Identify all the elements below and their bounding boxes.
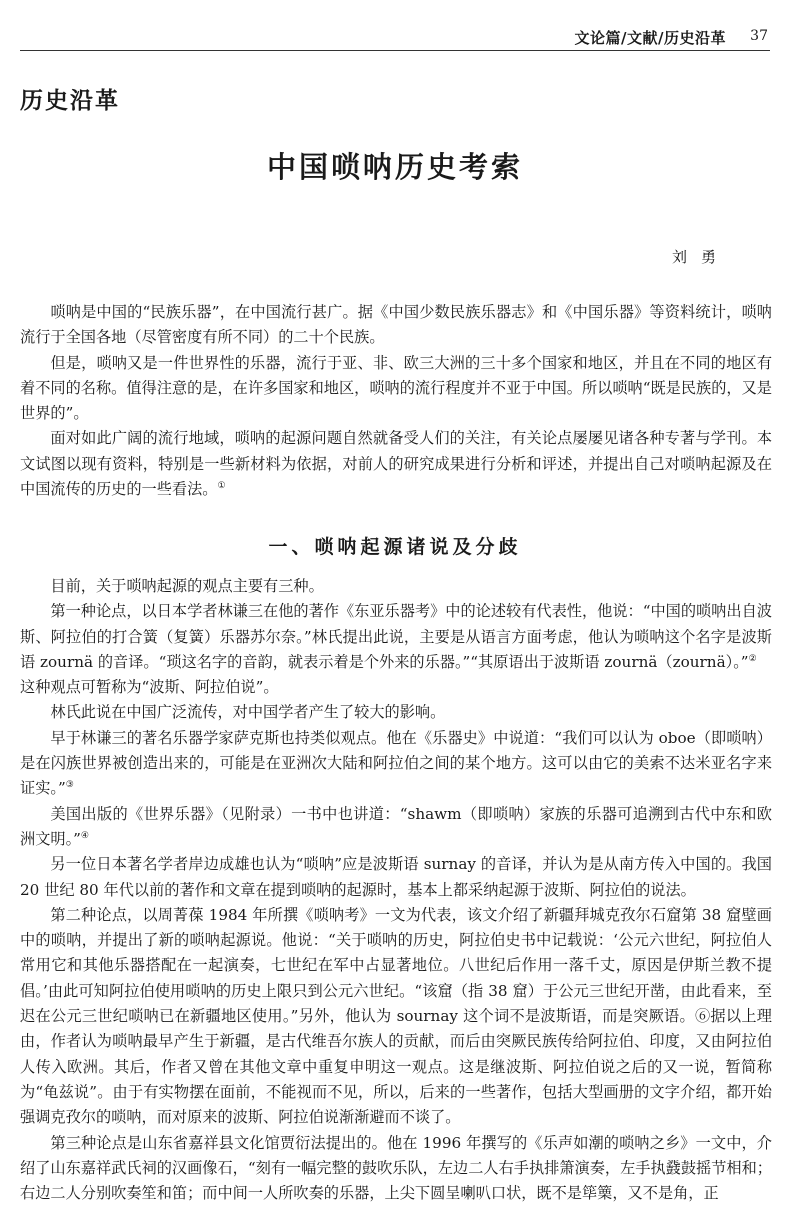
paragraph <box>20 903 772 1131</box>
paragraph-text: 第三种论点是山东省嘉祥县文化馆贾衍法提出的。他在 1996 年撰写的《乐声如潮的唢呐之乡》一文中，介绍了山东嘉祥武氏祠的汉画像石，“刻有一幅完整的鼓吹乐队，左边二人右手执排箫演奏，左手执鼗鼓摇节相和；右边二人分别吹奏笙和笛；而中间一人所吹奏的乐器，上尖下圆呈喇叭口状，既不是筚篥，又不是角，正 <box>20 1133 772 1203</box>
paragraph-text: 这种观点可暂称为“波斯、阿拉伯说”。 <box>20 678 279 697</box>
paragraph-text: 面对如此广阔的流行地域，唢呐的起源问题自然就备受人们的关注，有关论点屡屡见诸各种专著与学刊。本文试图以现有资料，特别是一些新材料为依据，对前人的研究成果进行分析和评述，并提出自己对唢呐起源及在中国流传的历史的一些看法。 <box>20 429 772 499</box>
paragraph-text: 林氏此说在中国广泛流传，对中国学者产生了较大的影响。 <box>50 703 446 722</box>
paragraph-text: 目前，关于唢呐起源的观点主要有三种。 <box>50 577 324 595</box>
paragraph-text: 但是，唢呐又是一件世界性的乐器，流行于亚、非、欧三大洲的三十多个国家和地区，并且在不同的地区有着不同的名称。值得注意的是，在许多国家和地区，唢呐的流行程度并不亚于中国。所以唢呐“既是民族的，又是世界的”。 <box>20 353 772 423</box>
intro-section <box>20 300 772 502</box>
author: 刘勇 <box>671 248 730 266</box>
paragraph <box>20 675 772 700</box>
page-number: 37 <box>750 28 768 44</box>
main-section <box>20 574 772 1203</box>
paragraph-text: 第一种论点，以日本学者林谦三在他的著作《东亚乐器考》中的论述较有代表性，他说：“中国的唢呐出自波斯、阿拉伯的打合簧（复簧）乐器苏尔奈。”林氏提出此说，主要是从语言方面考虑，他认为唢呐这个名字是波斯语 zournä 的音译。“琐这名字的音韵，就表示着是个外来的乐器。”“其原语出于波斯语 zournä（zournä）。” <box>20 602 772 671</box>
footnote-ref: ④ <box>80 830 89 841</box>
paragraph <box>20 351 772 427</box>
footnote-ref: ① <box>217 481 226 492</box>
footnote-ref: ② <box>748 653 757 664</box>
section-heading: 一、唢呐起源诸说及分歧 <box>268 536 522 558</box>
paragraph <box>20 852 772 903</box>
footnote-ref: ③ <box>65 780 74 791</box>
paragraph <box>20 726 772 802</box>
paragraph <box>20 1131 772 1203</box>
article-title: 中国唢呐历史考索 <box>266 150 523 184</box>
paragraph <box>20 574 772 599</box>
running-title: 文论篇/文献/历史沿革 <box>574 29 726 47</box>
paragraph <box>20 426 772 502</box>
paragraph-text: 美国出版的《世界乐器》（见附录）一书中也讲道：“shawm（即唢呐）家族的乐器可追溯到古代中东和欧洲文明。” <box>20 804 772 848</box>
paragraph-text: 第二种论点，以周菁葆 1984 年所撰《唢呐考》一文为代表，该文介绍了新疆拜城克孜尔石窟第 38 窟壁画中的唢呐，并提出了新的唢呐起源说。他说：“关于唢呐的历史，阿拉伯史书中记载说：‘公元六世纪，阿拉伯人常用它和其他乐器搭配在一起演奏，七世纪在军中占显著地位。八世纪后作用一落千丈，原因是伊斯兰教不提倡。’由此可知阿拉伯使用唢呐的历史上限只到公元六世纪。“该窟（指 38 窟）于公元三世纪开凿，由此看来，至迟在公元三世纪唢呐已在新疆地区使用。”另外，他认为 sournay 这个词不是波斯语，而是突厥语。⑥据以上理由，作者认为唢呐最早产生于新疆，是古代维吾尔族人的贡献，而后由突厥民族传给阿拉伯、印度，又由阿拉伯人传入欧洲。其后，作者又曾在其他文章中重复申明这一观点。这是继波斯、阿拉伯说之后的又一说，暂简称为“龟兹说”。由于有实物摆在面前，不能视而不见，所以，后来的一些著作，包括大型画册的文字介绍，都开始强调克孜尔的唢呐，而对原来的波斯、阿拉伯说渐渐避而不谈了。 <box>20 905 772 1127</box>
paragraph <box>20 700 772 725</box>
paragraph-text: 唢呐是中国的“民族乐器”，在中国流行甚广。据《中国少数民族乐器志》和《中国乐器》等资料统计，唢呐流行于全国各地（尽管密度有所不同）的二十个民族。 <box>20 303 772 347</box>
running-header <box>20 26 770 51</box>
paragraph <box>20 802 772 853</box>
paragraph <box>20 300 772 351</box>
section-label: 历史沿革 <box>20 88 120 114</box>
paragraph-text: 另一位日本著名学者岸边成雄也认为“唢呐”应是波斯语 surnay 的音译，并认为是从南方传入中国的。我国 20 世纪 80 年代以前的著作和文章在提到唢呐的起源时，基本上都采纳起源于波斯、阿拉伯的说法。 <box>20 855 772 899</box>
paragraph <box>20 599 772 675</box>
paragraph-text: 早于林谦三的著名乐器学家萨克斯也持类似观点。他在《乐器史》中说道：“我们可以认为 oboe（即唢呐）是在闪族世界被创造出来的，可能是在亚洲次大陆和阿拉伯之间的某个地方。这可以由它的美索不达米亚名字来证实。” <box>20 728 772 798</box>
